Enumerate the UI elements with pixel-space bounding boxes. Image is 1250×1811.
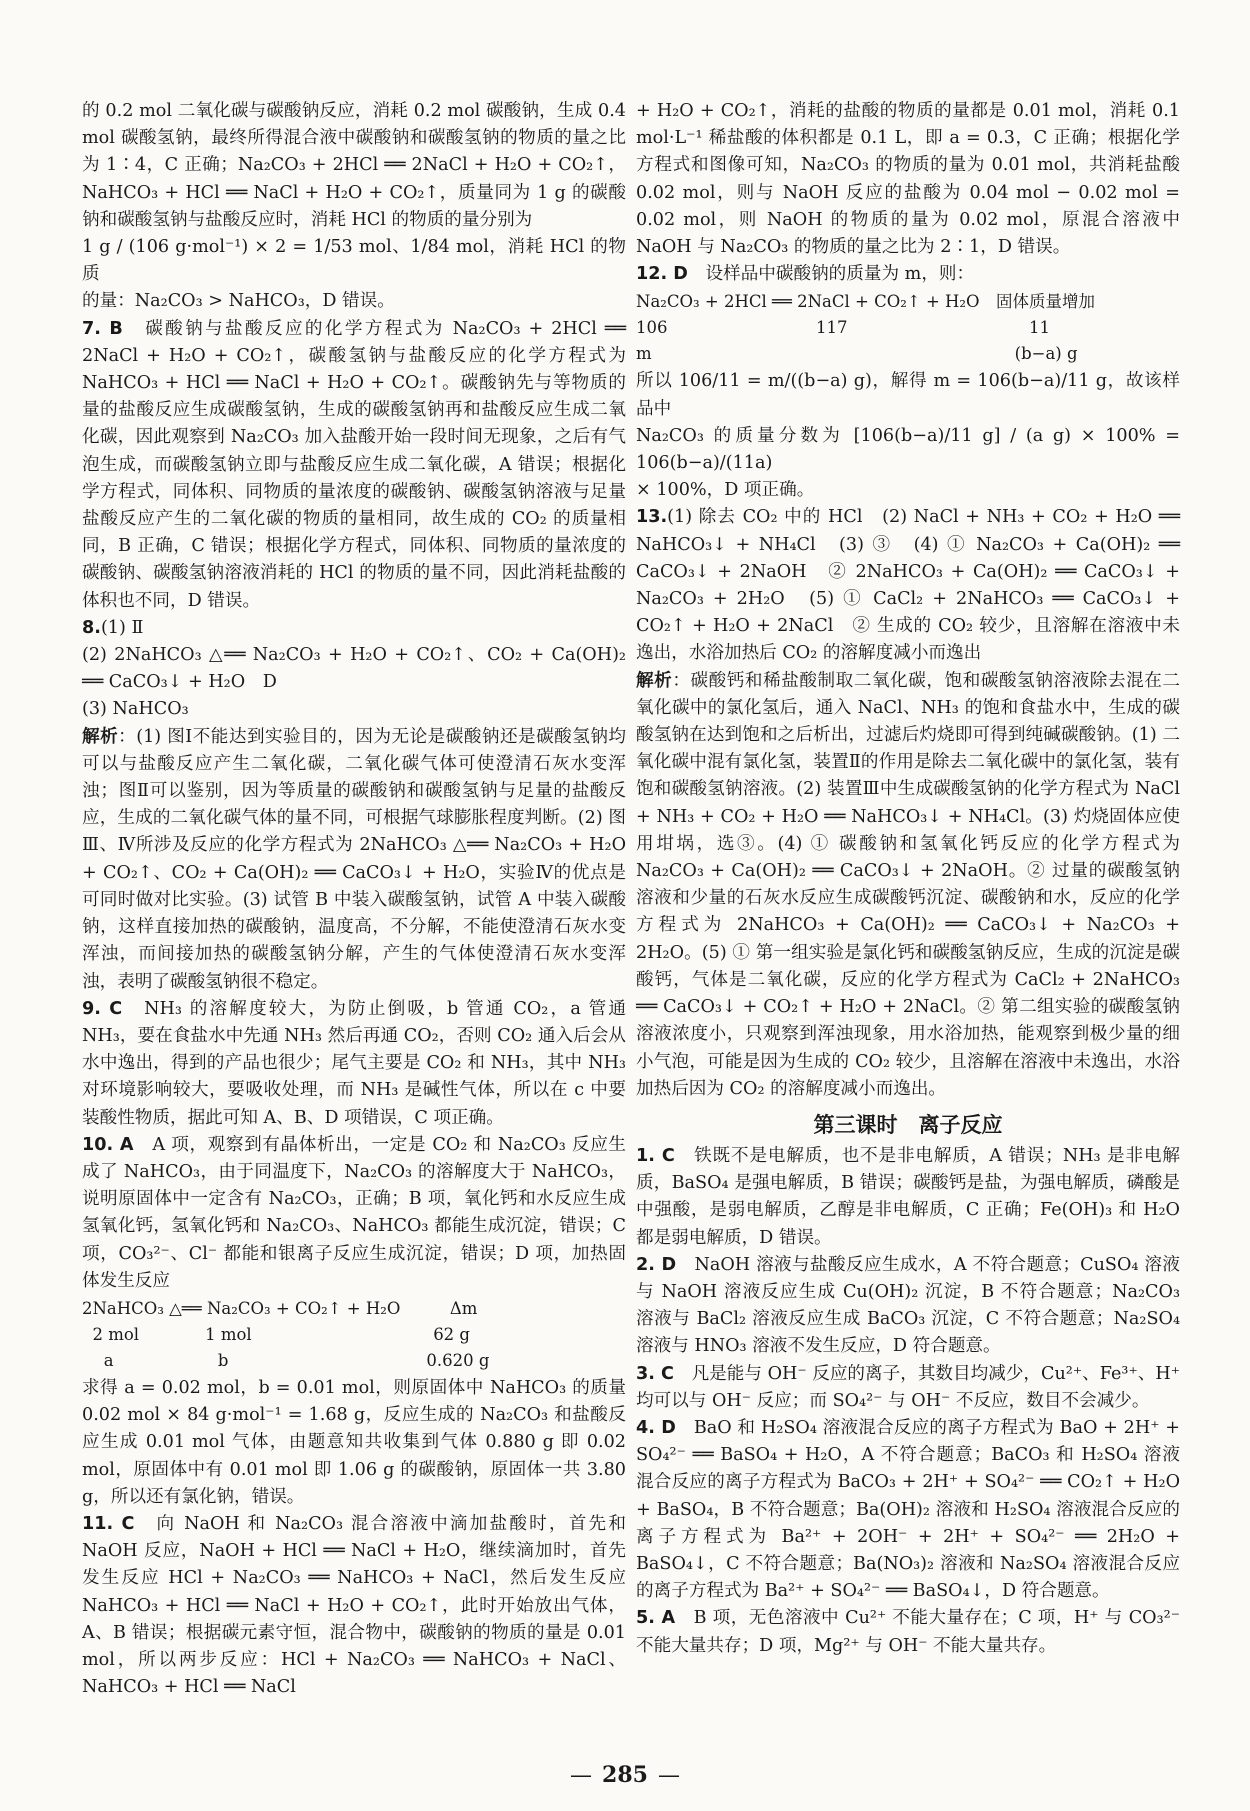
answer-number: 4. D	[636, 1417, 676, 1438]
section-title: 第三课时 离子反应	[813, 1112, 1003, 1137]
equation-line: 2NaHCO₃ △══ Na₂CO₃ + CO₂↑ + H₂O Δm	[82, 1298, 478, 1318]
answer-number: 13.	[636, 507, 668, 528]
analysis-block	[636, 668, 1180, 1103]
answer-text: × 100%，D 项正确。	[636, 480, 815, 501]
answer-text: NaOH 溶液与盐酸反应生成水，A 不符合题意；CuSO₄ 溶液与 NaOH 溶液反应生成 Cu(OH)₂ 沉淀，B 不符合题意；Na₂CO₃ 溶液与 BaCl₂ 溶液反应生成 BaCO₃ 沉淀，C 不符合题意；Na₂SO₄ 溶液与 HNO₃ 溶液不发生反应，D 符合题意。	[636, 1254, 1180, 1357]
answer-number: 10. A	[82, 1134, 134, 1155]
equation-line: 106 117 11	[636, 318, 1050, 338]
answer-item-10	[82, 1132, 626, 1295]
left-column	[82, 98, 626, 1701]
analysis-text: ：碳酸钙和稀盐酸制取二氧化碳，饱和碳酸氢钠溶液除去混在二氧化碳中的氯化氢后，通入 NaCl、NH₃ 的饱和食盐水中，生成的碳酸氢钠在达到饱和之后析出，过滤后灼烧即可得到纯碱碳酸钠。(1) 二氧化碳中混有氯化氢，装置Ⅱ的作用是除去二氧化碳中的氯化氢，装有饱和碳酸氢钠溶液。(2) 装置Ⅲ中生成碳酸氢钠的化学方程式为 NaCl + NH₃ + CO₂ + H₂O ══ NaHCO₃↓ + NH₄Cl。(3) 灼烧固体应使用坩埚，选③。(4) ① 碳酸钠和氢氧化钙反应的化学方程式为 Na₂CO₃ + Ca(OH)₂ ══ CaCO₃↓ + 2NaOH。② 过量的碳酸氢钠溶液和少量的石灰水反应生成碳酸钙沉淀、碳酸钠和水，反应的化学方程式为 2NaHCO₃ + Ca(OH)₂ ══ CaCO₃↓ + Na₂CO₃ + 2H₂O。(5) ① 第一组实验是氯化钙和碳酸氢钠反应，生成的沉淀是碳酸钙，气体是二氧化碳，反应的化学方程式为 CaCl₂ + 2NaHCO₃ ══ CaCO₃↓ + CO₂↑ + H₂O + 2NaCl。② 第二组实验的碳酸氢钠溶液浓度小，只观察到浑浊现象，用水浴加热，能观察到极少量的细小气泡，可能是因为生成的 CO₂ 较少，且溶解在溶液中未逸出，水浴加热后因为 CO₂ 的溶解度减小而逸出。	[636, 670, 1180, 1099]
q6-continued-text: 的 0.2 mol 二氧化碳与碳酸钠反应，消耗 0.2 mol 碳酸钠，生成 0.4 mol 碳酸氢钠，最终所得混合液中碳酸钠和碳酸氢钠的物质的量之比为 1∶4，C 正确；Na₂CO₃ + 2HCl ══ 2NaCl + H₂O + CO₂↑，NaHCO₃ + HCl ══ NaCl + H₂O + CO₂↑，质量同为 1 g 的碳酸钠和碳酸氢钠与盐酸反应时，消耗 HCl 的物质的量分别为	[82, 101, 626, 230]
answer-number: 9. C	[82, 998, 123, 1019]
answer-item-s4	[636, 1415, 1180, 1605]
answer-number: 8.	[82, 617, 101, 638]
answer-text: 碳酸钠与盐酸反应的化学方程式为 Na₂CO₃ + 2HCl ══ 2NaCl + H₂O + CO₂↑，碳酸氢钠与盐酸反应的化学方程式为 NaHCO₃ + HCl ══ NaCl + H₂O + CO₂↑。碳酸钠先与等物质的量的盐酸反应生成碳酸氢钠，生成的碳酸氢钠再和盐酸反应生成二氧化碳，因此观察到 Na₂CO₃ 加入盐酸开始一段时间无现象，之后有气泡生成，而碳酸氢钠立即与盐酸反应生成二氧化碳，A 错误；根据化学方程式，同体积、同物质的量浓度的碳酸钠、碳酸氢钠溶液与足量盐酸反应产生的二氧化碳的物质的量相同，故生成的 CO₂ 的质量相同，B 正确，C 错误；根据化学方程式，同体积、同物质的量浓度的碳酸钠、碳酸氢钠溶液消耗的 HCl 的物质的量不同，因此消耗盐酸的体积也不同，D 错误。	[82, 318, 626, 611]
page-number-dash-right: —	[657, 1763, 680, 1788]
answer-part: (2) 2NaHCO₃ △══ Na₂CO₃ + H₂O + CO₂↑、CO₂ + Ca(OH)₂ ══ CaCO₃↓ + H₂O D	[82, 645, 626, 693]
answer-text: 向 NaOH 和 Na₂CO₃ 混合溶液中滴加盐酸时，首先和 NaOH 反应，NaOH + HCl ══ NaCl + H₂O，继续滴加时，首先发生反应 HCl + Na₂CO₃ ══ NaHCO₃ + NaCl，然后发生反应 NaHCO₃ + HCl ══ NaCl + H₂O + CO₂↑，此时开始放出气体，A、B 错误；根据碳元素守恒，混合物中，碳酸钠的物质的量是 0.01 mol，所以两步反应：HCl + Na₂CO₃ ══ NaHCO₃ + NaCl、NaHCO₃ + HCl ══ NaCl	[82, 1513, 626, 1698]
equation-line: a b 0.620 g	[82, 1350, 490, 1370]
answer-text: A 项，观察到有晶体析出，一定是 CO₂ 和 Na₂CO₃ 反应生成了 NaHCO₃，由于同温度下，Na₂CO₃ 的溶解度大于 NaHCO₃，说明原固体中一定含有 Na₂CO₃，正确；B 项，氧化钙和水反应生成氢氧化钙，氢氧化钙和 Na₂CO₃、NaHCO₃ 都能生成沉淀，错误；C 项，CO₃²⁻、Cl⁻ 都能和银离子反应生成沉淀，错误；D 项，加热固体发生反应	[82, 1134, 626, 1291]
answer-item-s1	[636, 1143, 1180, 1252]
answer-item-s5	[636, 1605, 1180, 1659]
answer-item-s3	[636, 1361, 1180, 1415]
answer-number: 1. C	[636, 1145, 675, 1166]
equation-line: m (b−a) g	[636, 344, 1078, 364]
answer-number: 12. D	[636, 264, 688, 285]
answer-item-9	[82, 996, 626, 1132]
answer-text: 设样品中碳酸钠的质量为 m，则：	[705, 264, 975, 285]
answer-number: 5. A	[636, 1608, 676, 1629]
page-number	[0, 1762, 1250, 1788]
answer-text: Na₂CO₃ 的质量分数为 [106(b−a)/11 g] / (a g) × 100% = 106(b−a)/(11a)	[636, 425, 1180, 474]
answer-item-8	[82, 615, 626, 642]
answer-text: (1) 除去 CO₂ 中的 HCl (2) NaCl + NH₃ + CO₂ + H₂O ══ NaHCO₃↓ + NH₄Cl (3) ③ (4) ① Na₂CO₃ + Ca(OH)₂ ══ CaCO₃↓ + 2NaOH ② 2NaHCO₃ + Ca(OH)₂ ══ CaCO₃↓ + Na₂CO₃ + 2H₂O (5) ① CaCl₂ + 2NaHCO₃ ══ CaCO₃↓ + CO₂↑ + H₂O + 2NaCl ② 生成的 CO₂ 较少，且溶解在溶液中未逸出，水浴加热后 CO₂ 的溶解度减小而逸出	[636, 507, 1180, 664]
answer-item-13	[636, 504, 1180, 667]
answer-item-s2	[636, 1252, 1180, 1361]
answer-number: 2. D	[636, 1254, 677, 1275]
answer-text: BaO 和 H₂SO₄ 溶液混合反应的离子方程式为 BaO + 2H⁺ + SO₄²⁻ ══ BaSO₄ + H₂O，A 不符合题意；BaCO₃ 和 H₂SO₄ 溶液混合反应的离子方程式为 BaCO₃ + 2H⁺ + SO₄²⁻ ══ CO₂↑ + H₂O + BaSO₄，B 不符合题意；Ba(OH)₂ 溶液和 H₂SO₄ 溶液混合反应的离子方程式为 Ba²⁺ + 2OH⁻ + 2H⁺ + SO₄²⁻ ══ 2H₂O + BaSO₄↓，C 不符合题意；Ba(NO₃)₂ 溶液和 Na₂SO₄ 溶液混合反应的离子方程式为 Ba²⁺ + SO₄²⁻ ══ BaSO₄↓，D 符合题意。	[636, 1417, 1180, 1602]
equation-line: Na₂CO₃ + 2HCl ══ 2NaCl + CO₂↑ + H₂O 固体质量增加	[636, 292, 1096, 312]
analysis-text: ：(1) 图Ⅰ不能达到实验目的，因为无论是碳酸钠还是碳酸氢钠均可以与盐酸反应产生二氧化碳，二氧化碳气体可使澄清石灰水变浑浊；图Ⅱ可以鉴别，因为等质量的碳酸钠和碳酸氢钠与足量的盐酸反应，生成的二氧化碳气体的量不同，可根据气球膨胀程度判断。(2) 图Ⅲ、Ⅳ所涉及反应的化学方程式为 2NaHCO₃ △══ Na₂CO₃ + H₂O + CO₂↑、CO₂ + Ca(OH)₂ ══ CaCO₃↓ + H₂O，实验Ⅳ的优点是可同时做对比实验。(3) 试管 B 中装入碳酸氢钠，试管 A 中装入碳酸钠，这样直接加热的碳酸钠，温度高，不分解，不能使澄清石灰水变浑浊，而间接加热的碳酸氢钠分解，产生的气体使澄清石灰水变浑浊，表明了碳酸氢钠很不稳定。	[82, 726, 626, 992]
answer-number: 11. C	[82, 1513, 135, 1534]
answer-text: 铁既不是电解质，也不是非电解质，A 错误；NH₃ 是非电解质，BaSO₄ 是强电解质，B 错误；碳酸钙是盐，为强电解质，磷酸是中强酸，是弱电解质，乙醇是非电解质，C 正确；Fe(OH)₃ 和 H₂O 都是弱电解质，D 错误。	[636, 1145, 1180, 1248]
right-column	[636, 98, 1180, 1660]
q6-end-text: 的量：Na₂CO₃ > NaHCO₃，D 错误。	[82, 291, 395, 312]
answer-number: 7. B	[82, 318, 123, 339]
answer-text: 所以 106/11 = m/((b−a) g)，解得 m = 106(b−a)/11 g，故该样品中	[636, 371, 1180, 419]
page-number-value: 285	[602, 1762, 648, 1788]
page-number-dash-left: —	[570, 1763, 593, 1788]
q11-continued-text: + H₂O + CO₂↑，消耗的盐酸的物质的量都是 0.01 mol，消耗 0.1 mol·L⁻¹ 稀盐酸的体积都是 0.1 L，即 a = 0.3，C 正确；根据化学方程式和图像可知，Na₂CO₃ 的物质的量为 0.01 mol，共消耗盐酸 0.02 mol，则与 NaOH 反应的盐酸为 0.04 mol − 0.02 mol = 0.02 mol，则 NaOH 的物质的量为 0.02 mol，原混合溶液中 NaOH 与 Na₂CO₃ 的物质的量之比为 2∶1，D 错误。	[636, 101, 1180, 258]
answer-part: (3) NaHCO₃	[82, 699, 189, 720]
answer-item-11	[82, 1511, 626, 1701]
analysis-label: 解析	[636, 670, 673, 691]
answer-item-7	[82, 316, 626, 615]
analysis-label: 解析	[82, 726, 119, 747]
answer-part: (1) Ⅱ	[100, 617, 144, 638]
equation-line: 2 mol 1 mol 62 g	[82, 1324, 470, 1344]
answer-item-12	[636, 261, 1180, 288]
q6-formula-line: 1 g / (106 g·mol⁻¹) × 2 = 1/53 mol、1/84 mol，消耗 HCl 的物质	[82, 237, 626, 285]
answer-text: NH₃ 的溶解度较大，为防止倒吸，b 管通 CO₂，a 管通 NH₃，要在食盐水中先通 NH₃ 然后再通 CO₂，否则 CO₂ 通入后会从水中逸出，得到的产品也很少；尾气主要是 CO₂ 和 NH₃，其中 NH₃ 对环境影响较大，要吸收处理，而 NH₃ 是碱性气体，所以在 c 中要装酸性物质，据此可知 A、B、D 项错误，C 项正确。	[82, 998, 626, 1128]
answer-text: 凡是能与 OH⁻ 反应的离子，其数目均减少，Cu²⁺、Fe³⁺、H⁺ 均可以与 OH⁻ 反应；而 SO₄²⁻ 与 OH⁻ 不反应，数目不会减少。	[636, 1363, 1180, 1411]
answer-text: B 项，无色溶液中 Cu²⁺ 不能大量存在；C 项，H⁺ 与 CO₃²⁻ 不能大量共存；D 项，Mg²⁺ 与 OH⁻ 不能大量共存。	[636, 1608, 1180, 1656]
answer-number: 3. C	[636, 1363, 674, 1384]
answer-text: 求得 a = 0.02 mol，b = 0.01 mol，则原固体中 NaHCO₃ 的质量 0.02 mol × 84 g·mol⁻¹ = 1.68 g，反应生成的 Na₂CO₃ 和盐酸反应生成 0.01 mol 气体，由题意知共收集到气体 0.880 g 即 0.02 mol，原固体中有 0.01 mol 即 1.06 g 的碳酸钠，原固体一共 3.80 g，所以还有氯化钠，错误。	[82, 1377, 626, 1507]
analysis-block	[82, 724, 626, 996]
